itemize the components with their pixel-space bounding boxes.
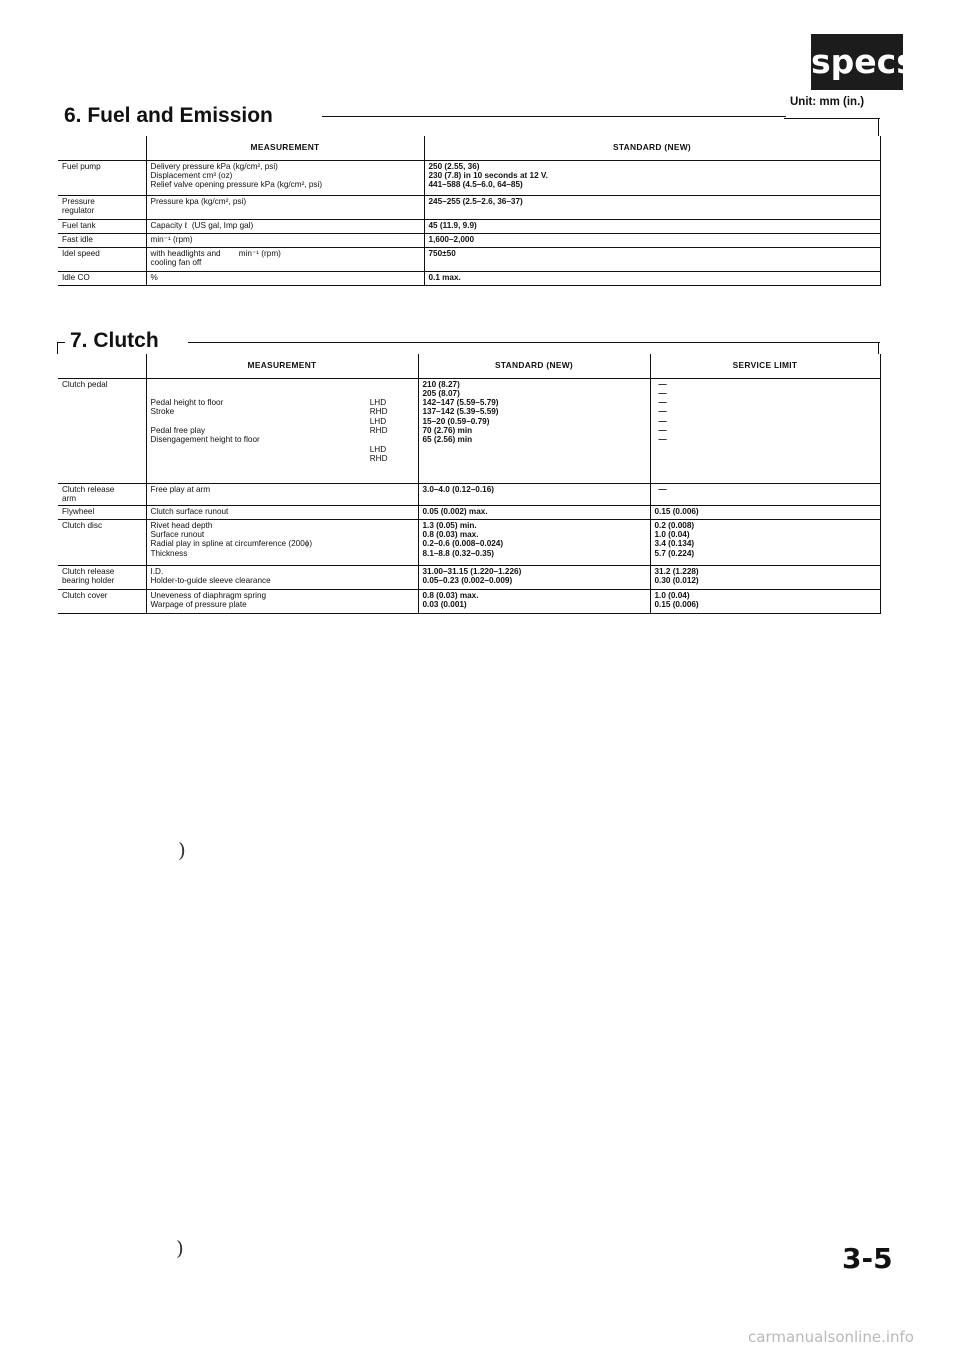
clutch-item: Clutch pedal xyxy=(58,378,146,483)
clutch-standard: 0.05 (0.002) max. xyxy=(418,505,650,519)
clutch-item: Clutch release bearing holder xyxy=(58,565,146,589)
table-row xyxy=(58,233,880,247)
clutch-standard: 31.00–31.15 (1.220–1.226) 0.05–0.23 (0.002–0.009) xyxy=(418,565,650,589)
table-row xyxy=(58,589,880,613)
table-row xyxy=(58,195,880,219)
fuel-standard: 250 (2.55, 36) 230 (7.8) in 10 seconds at 12 V. 441–588 (4.5–6.0, 64–85) xyxy=(424,160,880,195)
fuel-item: Fast idle xyxy=(58,233,146,247)
fuel-title-rule xyxy=(322,116,786,117)
fuel-item: Fuel tank xyxy=(58,219,146,233)
clutch-measurement: Uneveness of diaphragm spring Warpage of pressure plate xyxy=(146,589,418,613)
clutch-limit: 31.2 (1.228) 0.30 (0.012) xyxy=(650,565,880,589)
watermark: carmanualsonline.info xyxy=(748,1328,914,1346)
table-row xyxy=(58,483,880,505)
clutch-item: Clutch release arm xyxy=(58,483,146,505)
clutch-limit-header: SERVICE LIMIT xyxy=(650,354,880,378)
clutch-measurement: Rivet head depth Surface runout Radial play in spline at circumference (200ϕ) Thickness xyxy=(146,519,418,565)
clutch-left-tick xyxy=(57,342,65,343)
pedal-measurement-lines: Pedal height to floor Stroke Pedal free play Disengagement height to floor xyxy=(150,398,260,445)
clutch-measurement: Clutch surface runout xyxy=(146,505,418,519)
pedal-side-lines: LHD RHD LHD RHD LHD RHD xyxy=(369,398,388,463)
clutch-right-rule xyxy=(878,342,879,354)
clutch-limit: — xyxy=(650,483,880,505)
table-row xyxy=(58,160,880,195)
table-row xyxy=(58,219,880,233)
fuel-header-row xyxy=(58,136,880,160)
fuel-standard: 750±50 xyxy=(424,247,880,271)
fuel-standard: 1,600–2,000 xyxy=(424,233,880,247)
clutch-measurement xyxy=(146,378,418,483)
fuel-measurement: % xyxy=(146,271,424,285)
fuel-right-rule xyxy=(878,118,879,136)
page-number: 3-5 xyxy=(842,1242,893,1275)
binding-mark: ) xyxy=(178,838,186,862)
section-title-clutch: 7. Clutch xyxy=(70,329,159,352)
table-row xyxy=(58,378,880,483)
clutch-measurement: I.D. Holder-to-guide sleeve clearance xyxy=(146,565,418,589)
fuel-standard-header: STANDARD (NEW) xyxy=(424,136,880,160)
unit-label: Unit: mm (in.) xyxy=(790,96,865,108)
fuel-measurement: Capacity ℓ (US gal, Imp gal) xyxy=(146,219,424,233)
clutch-item-header xyxy=(58,354,146,378)
fuel-standard: 245–255 (2.5–2.6, 36–37) xyxy=(424,195,880,219)
clutch-standard-header: STANDARD (NEW) xyxy=(418,354,650,378)
fuel-standard: 0.1 max. xyxy=(424,271,880,285)
fuel-measurement: with headlights and min⁻¹ (rpm) cooling fan off xyxy=(146,247,424,271)
fuel-item: Idle CO xyxy=(58,271,146,285)
fuel-item: Pressure regulator xyxy=(58,195,146,219)
clutch-title-rule xyxy=(188,342,880,343)
table-row xyxy=(58,247,880,271)
table-row xyxy=(58,565,880,589)
fuel-item: Fuel pump xyxy=(58,160,146,195)
binding-mark: ) xyxy=(176,1236,184,1260)
fuel-measurement: Pressure kpa (kg/cm², psi) xyxy=(146,195,424,219)
fuel-measurement: min⁻¹ (rpm) xyxy=(146,233,424,247)
table-row xyxy=(58,519,880,565)
clutch-standard: 1.3 (0.05) min. 0.8 (0.03) max. 0.2–0.6 (0.008–0.024) 8.1–8.8 (0.32–0.35) xyxy=(418,519,650,565)
clutch-measurement-header: MEASUREMENT xyxy=(146,354,418,378)
clutch-standard: 3.0–4.0 (0.12–0.16) xyxy=(418,483,650,505)
clutch-measurement: Free play at arm xyxy=(146,483,418,505)
table-row xyxy=(58,271,880,285)
clutch-limit: 0.15 (0.006) xyxy=(650,505,880,519)
clutch-standard: 0.8 (0.03) max. 0.03 (0.001) xyxy=(418,589,650,613)
fuel-measurement-header: MEASUREMENT xyxy=(146,136,424,160)
section-title-fuel: 6. Fuel and Emission xyxy=(64,104,273,127)
clutch-limit: — — — — — — — xyxy=(650,378,880,483)
clutch-header-row xyxy=(58,354,880,378)
fuel-measurement: Delivery pressure kPa (kg/cm², psi) Displacement cm³ (oz) Relief valve opening pressure kPa (kg/cm², psi) xyxy=(146,160,424,195)
fuel-title-rule-right xyxy=(784,118,880,119)
clutch-table xyxy=(58,354,881,614)
clutch-item: Flywheel xyxy=(58,505,146,519)
clutch-item: Clutch cover xyxy=(58,589,146,613)
specs-badge: specs xyxy=(811,34,903,90)
fuel-item-header xyxy=(58,136,146,160)
clutch-item: Clutch disc xyxy=(58,519,146,565)
clutch-standard: 210 (8.27) 205 (8.07) 142–147 (5.59–5.79) 137–142 (5.39–5.59) 15–20 (0.59–0.79) 70 (2.76) min 65 (2.56) min xyxy=(418,378,650,483)
table-row xyxy=(58,505,880,519)
fuel-emission-table xyxy=(58,136,881,286)
fuel-item: Idel speed xyxy=(58,247,146,271)
clutch-left-rule xyxy=(57,342,58,354)
clutch-limit: 0.2 (0.008) 1.0 (0.04) 3.4 (0.134) 5.7 (0.224) xyxy=(650,519,880,565)
clutch-limit: 1.0 (0.04) 0.15 (0.006) xyxy=(650,589,880,613)
fuel-standard: 45 (11.9, 9.9) xyxy=(424,219,880,233)
